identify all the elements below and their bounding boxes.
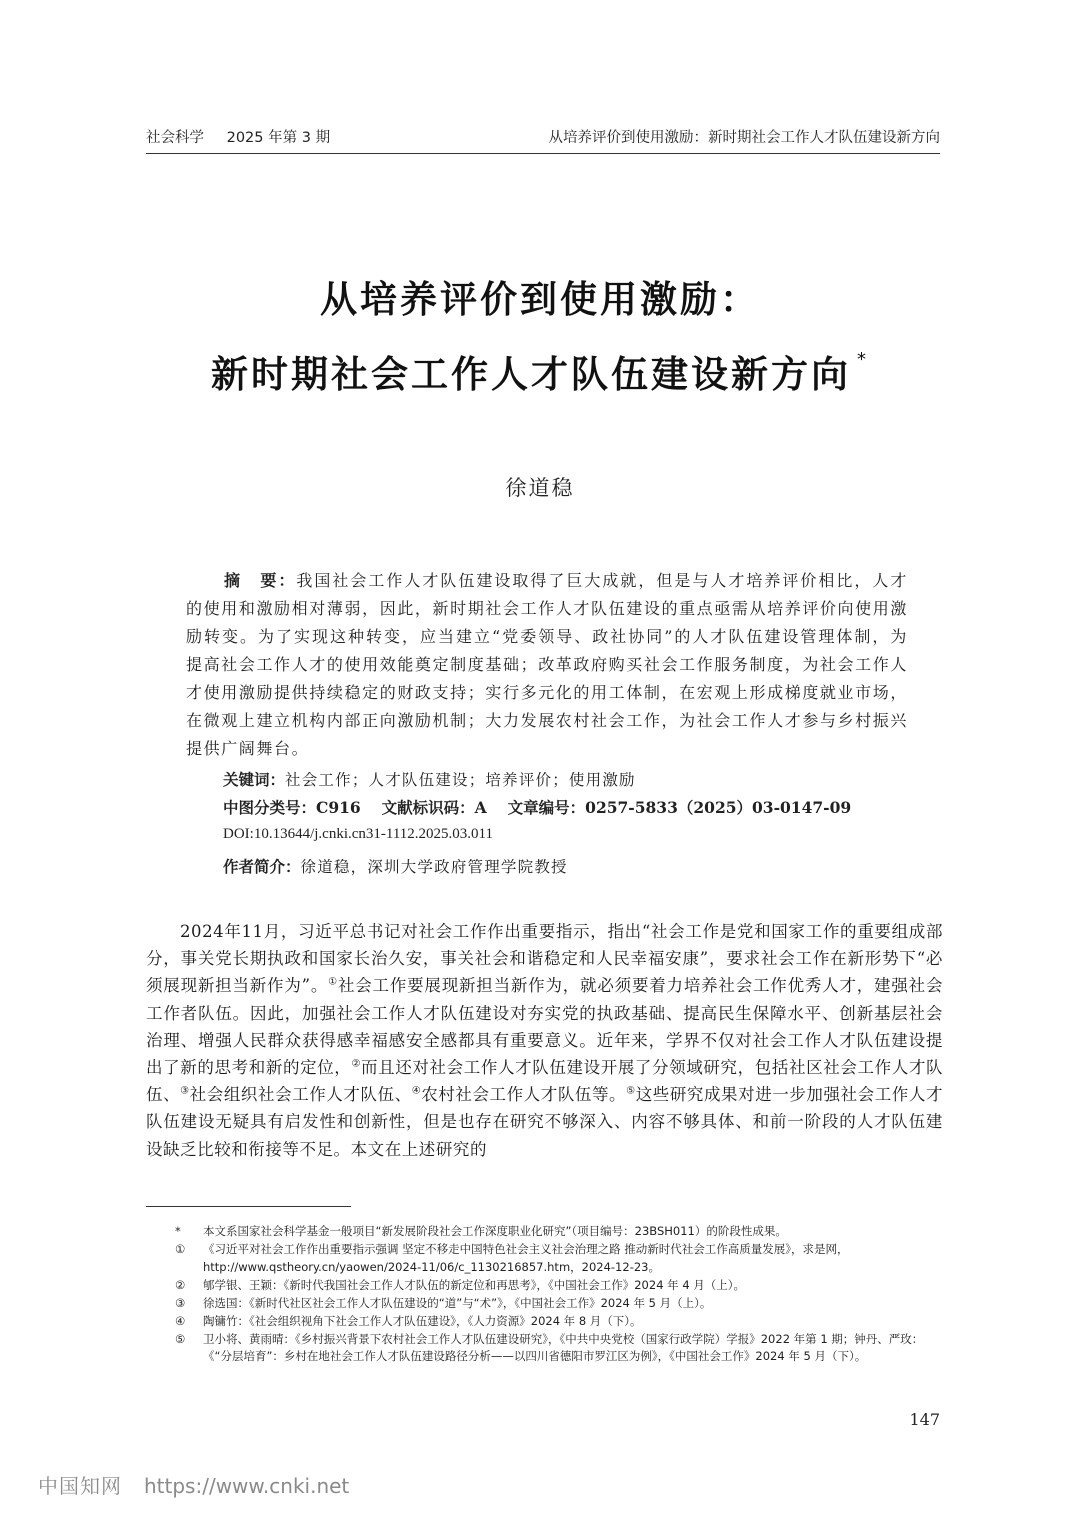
body-text-2: 社会工作要展现新担当新作为，就必须要着力培养社会工作优秀人才，建强社会工作者队伍。因此，加强社会工作人才队伍建设对夯实党的执政基础、提高民生保障水平、创新基层社会治理、增强人民群众获得感幸福感安全感都具有重要意义。近年来，学界不仅对社会工作人才队伍建设提出了新的思考和新的定位， (146, 976, 943, 1078)
footnote-item (175, 1277, 945, 1295)
classification-row (223, 794, 923, 821)
doi[interactable]: DOI:10.13644/j.cnki.cn31-1112.2025.03.011 (223, 826, 493, 842)
footnote-item (175, 1313, 945, 1331)
cnki-logo-text: 中国知网 (38, 1474, 122, 1498)
journal-issue: 2025 年第 3 期 (226, 130, 331, 146)
cnki-watermark (38, 1470, 349, 1499)
footnote-item (175, 1241, 945, 1276)
header-divider (146, 153, 940, 154)
article-number-value: 0257-5833（2025）03-0147-09 (585, 798, 852, 817)
footnotes (175, 1223, 945, 1366)
footnote-ref-3[interactable]: ③ (180, 1085, 190, 1097)
abstract-label-a: 摘 (224, 571, 242, 590)
body-text-1: 2024年11月，习近平总书记对社会工作作出重要指示，指出“社会工作是党和国家工作的重要组成部分，事关党长期执政和国家长治久安，事关社会和谐稳定和人民幸福安康”，要求社会工作在新形势下“必须展现新担当新作为”。 (146, 922, 943, 996)
article-meta (223, 767, 923, 881)
footnote-divider (146, 1206, 351, 1207)
footnote-text: 郇学银、王颖：《新时代我国社会工作人才队伍的新定位和再思考》，《中国社会工作》2024 年 4 月（上）。 (203, 1277, 746, 1292)
author-intro-row (223, 854, 923, 881)
page-number: 147 (909, 1410, 940, 1429)
footnote-item (175, 1331, 945, 1366)
footnote-text: 本文系国家社会科学基金一般项目“新发展阶段社会工作深度职业化研究”（项目编号：23BSH011）的阶段性成果。 (203, 1224, 787, 1238)
journal-info (146, 126, 348, 147)
footnote-ref-1[interactable]: ① (328, 976, 338, 988)
footnote-mark: ② (175, 1277, 186, 1292)
body-text-6: 这些研究成果对进一步加强社会工作人才队伍建设无疑具有启发性和创新性，但是也存在研究不够深入、内容不够具体、和前一阶段的人才队伍建设缺乏比较和衔接等不足。本文在上述研究的 (146, 1085, 944, 1159)
body-text-4: 社会组织社会工作人才队伍、 (189, 1085, 412, 1105)
article-title (140, 270, 940, 405)
footnote-mark: * (175, 1224, 181, 1238)
abstract-label (224, 571, 296, 590)
author-name: 徐道稳 (505, 476, 575, 500)
footnote-ref-4[interactable]: ④ (411, 1085, 422, 1097)
title-footnote-mark[interactable]: * (857, 349, 869, 370)
keywords-row (223, 767, 923, 794)
footnote-mark: ③ (175, 1295, 186, 1310)
abstract-text: 我国社会工作人才队伍建设取得了巨大成就，但是与人才培养评价相比，人才的使用和激励相对薄弱，因此，新时期社会工作人才队伍建设的重点亟需从培养评价向使用激励转变。为了实现这种转变，应当建立“党委领导、政社协同”的人才队伍建设管理体制，为提高社会工作人才的使用效能奠定制度基础；改革政府购买社会工作服务制度，为社会工作人才使用激励提供持续稳定的财政支持；实行多元化的用工体制，在宏观上形成梯度就业市场，在微观上建立机构内部正向激励机制；大力发展农村社会工作，为社会工作人才参与乡村振兴提供广阔舞台。 (186, 571, 908, 758)
keywords-label: 关键词： (223, 771, 286, 789)
footnote-mark: ④ (175, 1313, 186, 1328)
footnote-text: 陶镛竹：《社会组织视角下社会工作人才队伍建设》，《人力资源》2024 年 8 月（下）。 (203, 1313, 642, 1328)
footnote-item (175, 1223, 945, 1241)
footnote-text: 徐选国：《新时代社区社会工作人才队伍建设的“道”与“术”》，《中国社会工作》2024 年 5 月（上）。 (203, 1295, 712, 1310)
clc-label: 中图分类号： (223, 799, 317, 817)
footnote-mark: ⑤ (175, 1331, 186, 1346)
footnote-ref-2[interactable]: ② (351, 1058, 362, 1070)
title-line-2 (140, 330, 940, 405)
title-line-2-text: 新时期社会工作人才队伍建设新方向 (211, 353, 851, 396)
article-number-label: 文章编号： (507, 799, 586, 817)
journal-name: 社会科学 (146, 130, 204, 146)
body-text-3: 而且还对社会工作人才队伍建设开展了分领域研究，包括社区社会工作人才队伍、 (146, 1058, 944, 1105)
title-line-1: 从培养评价到使用激励： (320, 278, 760, 321)
doccode-value: A (474, 798, 487, 817)
clc-value: C916 (316, 798, 361, 817)
author-intro-label: 作者简介： (223, 858, 301, 876)
cnki-url[interactable]: https://www.cnki.net (144, 1474, 350, 1498)
running-header (146, 126, 940, 148)
body-paragraph (146, 918, 943, 1163)
author-intro-value: 徐道稳，深圳大学政府管理学院教授 (300, 858, 568, 876)
body-text-5: 农村社会工作人才队伍等。 (421, 1085, 627, 1105)
doccode-label: 文献标识码： (381, 799, 475, 817)
running-title: 从培养评价到使用激励：新时期社会工作人才队伍建设新方向 (548, 130, 940, 146)
keywords-value: 社会工作；人才队伍建设；培养评价；使用激励 (285, 771, 636, 789)
footnote-text: 卫小将、黄雨晴：《乡村振兴背景下农村社会工作人才队伍建设研究》，《中共中央党校（国家行政学院）学报》2022 年第 1 期；钟丹、严玫：《“分层培育”：乡村在地社会工作人才队伍建设路径分析——以四川省德阳市罗江区为例》，《中国社会工作》2024 年 5 月（下）。 (203, 1331, 924, 1363)
footnote-mark: ① (175, 1242, 186, 1256)
abstract (186, 567, 908, 763)
footnote-text: 《习近平对社会工作作出重要指示强调 坚定不移走中国特色社会主义社会治理之路 推动新时代社会工作高质量发展》，求是网，http://www.qstheory.cn/yaowen/2024-11/06/c_1130216857.htm，2024-12-23。 (203, 1242, 849, 1274)
footnote-ref-5[interactable]: ⑤ (626, 1085, 636, 1097)
footnote-item (175, 1295, 945, 1313)
abstract-label-b: 要： (260, 571, 297, 590)
